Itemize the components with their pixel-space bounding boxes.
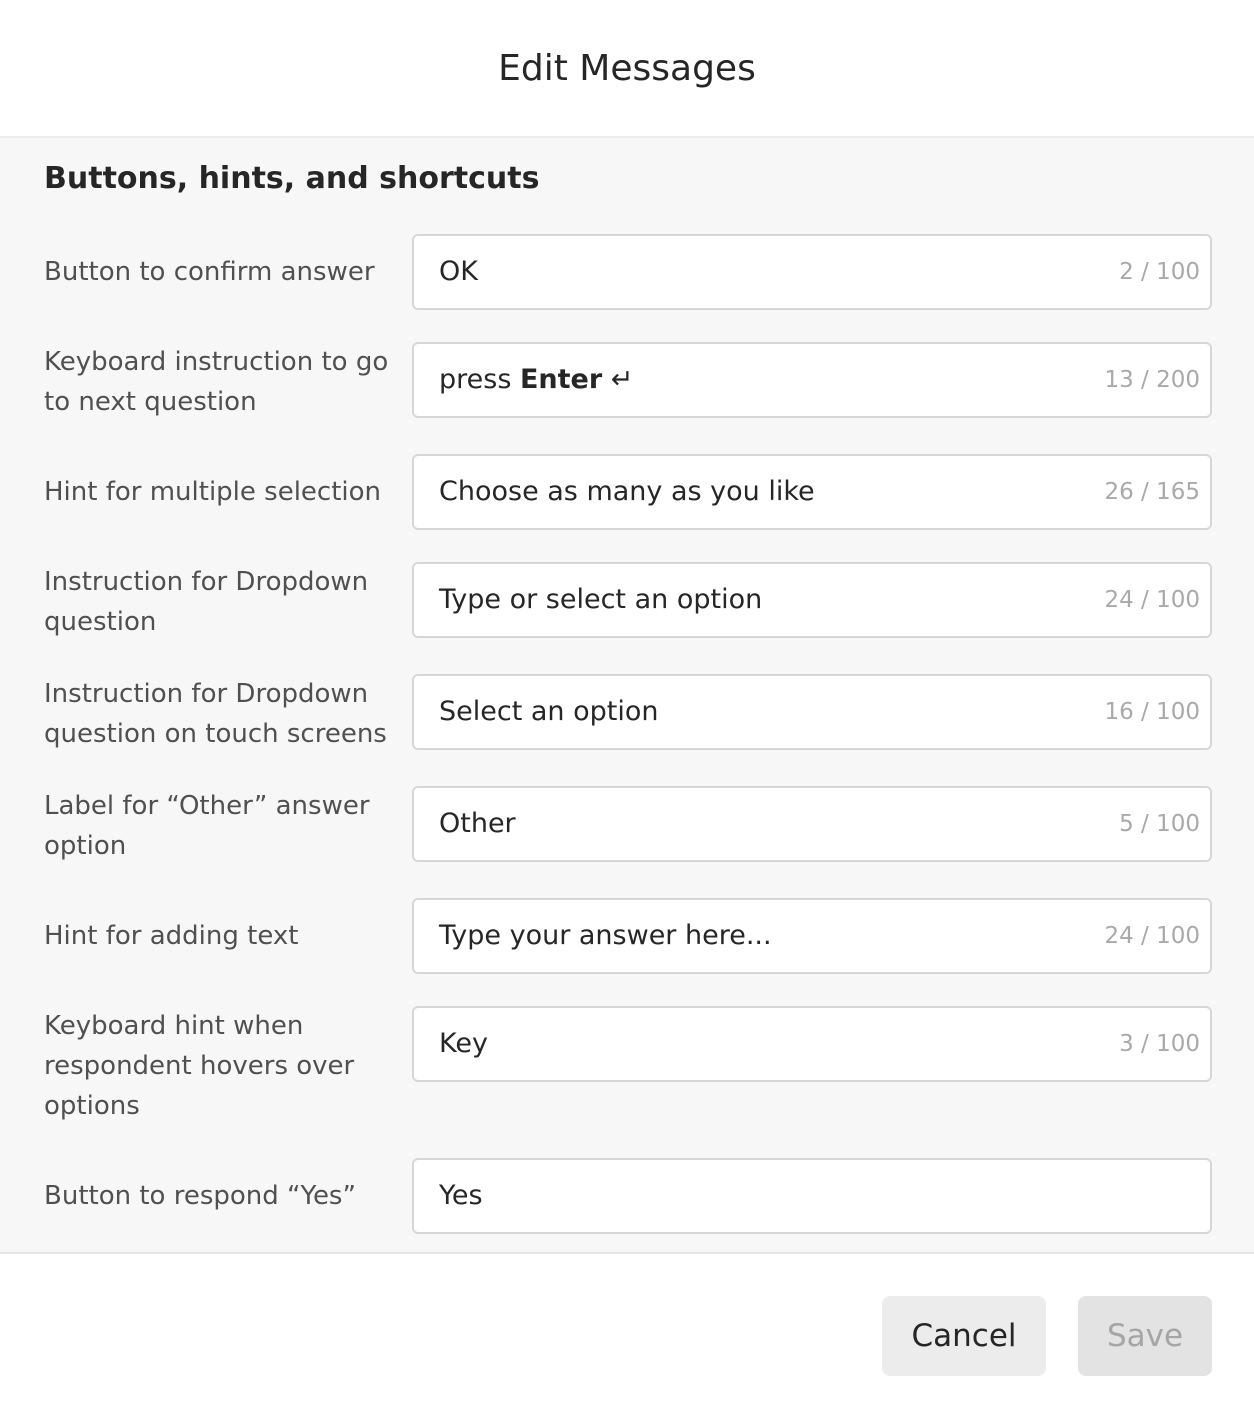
character-counter: 24 / 100 (1104, 923, 1200, 949)
label-dropdown-instruction (44, 562, 394, 642)
label-line: Keyboard hint when (44, 1011, 304, 1041)
label-other-option (44, 786, 394, 866)
label-line: Instruction for Dropdown (44, 567, 369, 597)
label-adding-text-hint (44, 916, 394, 956)
character-counter: 16 / 100 (1104, 699, 1200, 725)
messages-form (0, 138, 1254, 1254)
value-bold-key: Enter (519, 364, 603, 395)
field-value[interactable]: Yes (439, 1180, 483, 1211)
field-value[interactable]: Other (439, 808, 516, 839)
keyboard-hover-hint-field[interactable] (412, 1006, 1212, 1082)
field-value[interactable]: Type or select an option (439, 584, 763, 615)
label-line: question (44, 607, 157, 637)
label-multiple-selection-hint (44, 472, 394, 512)
field-value[interactable]: Select an option (439, 696, 659, 727)
dialog-title: Edit Messages (498, 48, 756, 89)
label-line: Instruction for Dropdown (44, 679, 369, 709)
yes-button-text-field[interactable] (412, 1158, 1212, 1234)
field-value[interactable]: Key (439, 1028, 488, 1059)
label-line: Button to confirm answer (44, 257, 375, 287)
character-counter: 3 / 100 (1119, 1031, 1200, 1057)
character-counter: 5 / 100 (1119, 811, 1200, 837)
label-line: to next question (44, 387, 257, 417)
label-yes-button (44, 1176, 394, 1216)
dropdown-instruction-field[interactable] (412, 562, 1212, 638)
multiple-selection-hint-field[interactable] (412, 454, 1212, 530)
dialog-header (0, 0, 1254, 138)
cancel-button[interactable]: Cancel (882, 1296, 1046, 1376)
dropdown-touch-instruction-field[interactable] (412, 674, 1212, 750)
label-line: question on touch screens (44, 719, 387, 749)
keyboard-instruction-text-field[interactable] (412, 342, 1212, 418)
label-confirm-button (44, 252, 394, 292)
label-line: Keyboard instruction to go (44, 347, 389, 377)
label-line: Label for “Other” answer (44, 791, 370, 821)
label-keyboard-instruction (44, 342, 394, 422)
label-line: respondent hovers over (44, 1051, 355, 1081)
other-option-label-field[interactable] (412, 786, 1212, 862)
label-line: Button to respond “Yes” (44, 1181, 356, 1211)
field-value[interactable]: Choose as many as you like (439, 476, 815, 507)
character-counter: 13 / 200 (1104, 367, 1200, 393)
field-value[interactable] (439, 344, 633, 416)
enter-key-icon: ↵ (602, 364, 634, 395)
confirm-button-text-field[interactable] (412, 234, 1212, 310)
value-prefix: press (439, 364, 520, 395)
label-line: Hint for multiple selection (44, 477, 382, 507)
character-counter: 26 / 165 (1104, 479, 1200, 505)
character-counter: 24 / 100 (1104, 587, 1200, 613)
save-button[interactable]: Save (1078, 1296, 1212, 1376)
adding-text-hint-field[interactable] (412, 898, 1212, 974)
field-value[interactable]: Type your answer here... (439, 920, 772, 951)
dialog-footer (0, 1254, 1254, 1410)
character-counter: 2 / 100 (1119, 259, 1200, 285)
label-keyboard-hover-hint (44, 1006, 394, 1126)
label-line: Hint for adding text (44, 921, 299, 951)
label-line: options (44, 1091, 140, 1121)
label-dropdown-touch-instruction (44, 674, 394, 754)
label-line: option (44, 831, 127, 861)
section-title: Buttons, hints, and shortcuts (44, 161, 540, 196)
field-value[interactable]: OK (439, 256, 478, 287)
